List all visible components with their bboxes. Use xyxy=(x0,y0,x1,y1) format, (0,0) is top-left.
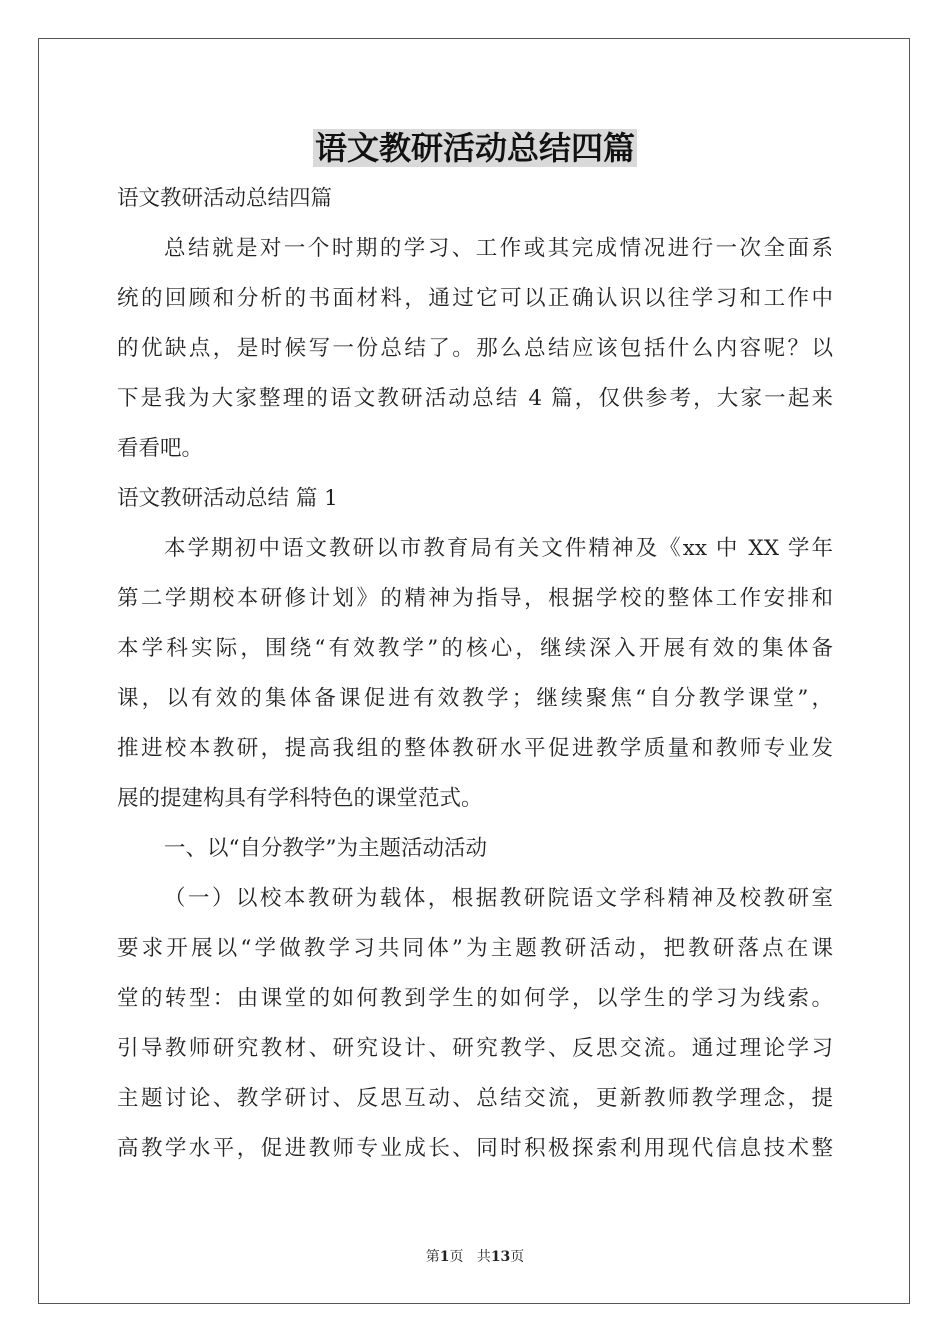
paragraph-line: （一）以校本教研为载体，根据教研院语文学科精神及校教研室 xyxy=(164,886,833,911)
paragraph-line: 课，以有效的集体备课促进有效教学；继续聚焦“自分教学课堂”， xyxy=(117,686,833,711)
paragraph-line: 要求开展以“学做教学习共同体”为主题教研活动，把教研落点在课 xyxy=(117,936,833,961)
paragraph-line: 的优缺点，是时候写一份总结了。那么总结应该包括什么内容呢？以 xyxy=(117,336,833,361)
footer-total-suffix: 页 xyxy=(510,1249,525,1265)
footer-page-prefix: 第 xyxy=(425,1249,440,1265)
page-border xyxy=(38,38,910,1304)
section-heading: 语文教研活动总结 篇 1 xyxy=(117,486,338,511)
paragraph-line: 展的提建构具有学科特色的课堂范式。 xyxy=(117,786,483,811)
paragraph-line: 引导教师研究教材、研究设计、研究教学、反思交流。通过理论学习 xyxy=(117,1036,833,1061)
paragraph-line: 堂的转型：由课堂的如何教到学生的如何学，以学生的学习为线索。 xyxy=(117,986,833,1011)
paragraph-line: 推进校本教研，提高我组的整体教研水平促进教学质量和教师专业发 xyxy=(117,736,833,761)
footer-total-pages: 13 xyxy=(490,1249,511,1265)
subtitle-line: 语文教研活动总结四篇 xyxy=(117,186,333,211)
footer-page-suffix: 页 xyxy=(449,1249,464,1265)
footer-page-number: 1 xyxy=(439,1249,450,1265)
footer-total-prefix: 共 xyxy=(476,1249,491,1265)
paragraph-line: 第二学期校本研修计划》的精神为指导，根据学校的整体工作安排和 xyxy=(117,586,833,611)
document-title xyxy=(0,126,950,170)
paragraph-line: 看看吧。 xyxy=(117,436,204,461)
paragraph-line: 下是我为大家整理的语文教研活动总结 4 篇，仅供参考，大家一起来 xyxy=(117,386,833,411)
subsection-heading: 一、以“自分教学”为主题活动活动 xyxy=(164,836,487,861)
document-title-text: 语文教研活动总结四篇 xyxy=(314,129,635,167)
page-footer xyxy=(0,1248,950,1266)
paragraph-line: 本学科实际，围绕“有效教学”的核心，继续深入开展有效的集体备 xyxy=(117,636,833,661)
paragraph-line: 统的回顾和分析的书面材料，通过它可以正确认识以往学习和工作中 xyxy=(117,286,833,311)
paragraph-line: 本学期初中语文教研以市教育局有关文件精神及《xx 中 XX 学年 xyxy=(164,536,833,561)
paragraph-line: 总结就是对一个时期的学习、工作或其完成情况进行一次全面系 xyxy=(164,236,833,261)
paragraph-line: 主题讨论、教学研讨、反思互动、总结交流，更新教师教学理念，提 xyxy=(117,1086,833,1111)
paragraph-line: 高教学水平，促进教师专业成长、同时积极探索利用现代信息技术整 xyxy=(117,1136,833,1161)
